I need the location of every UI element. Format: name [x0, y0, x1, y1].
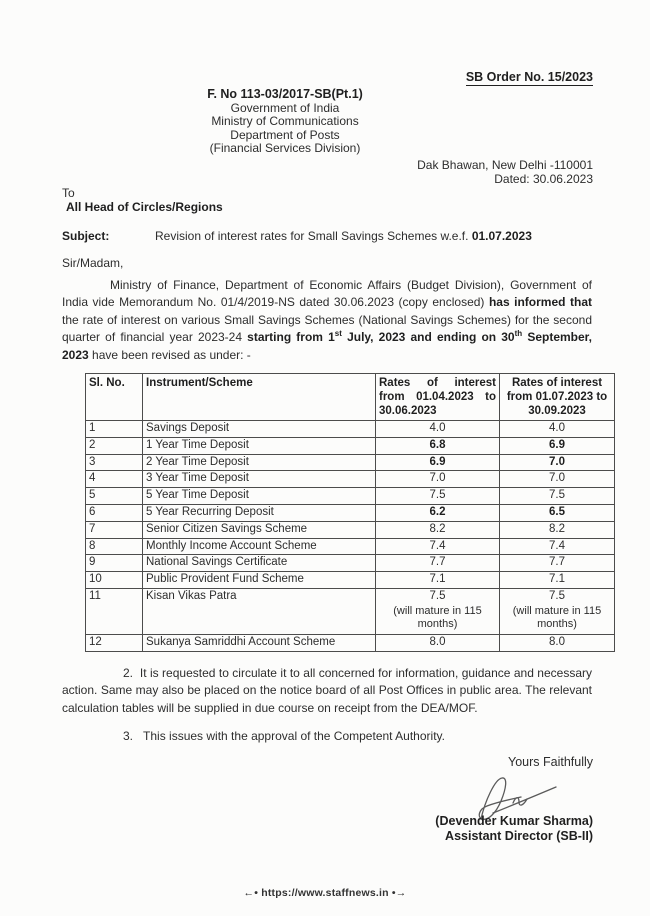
- cell-scheme: Monthly Income Account Scheme: [143, 538, 376, 555]
- cell-scheme: 1 Year Time Deposit: [143, 437, 376, 454]
- table-row: [86, 437, 615, 454]
- letterhead: [55, 0, 515, 156]
- cell-scheme: 5 Year Time Deposit: [143, 488, 376, 505]
- interest-rates-table: [85, 373, 615, 652]
- signatory-name: (Devender Kumar Sharma): [435, 813, 593, 828]
- cell-sl: 3: [86, 454, 143, 471]
- cell-scheme: Senior Citizen Savings Scheme: [143, 521, 376, 538]
- table-row: [86, 589, 615, 635]
- body-paragraph-2: 2. It is requested to circulate it to all concerned for information, guidance and necessary action. Same may also be placed on the notice board of all Post Offices in public area. The relevant calculation tables will be supplied in due course on receipt from the DEA/MOF.: [62, 665, 592, 715]
- cell-rate-q2: 7.1: [500, 572, 615, 589]
- table-row: [86, 521, 615, 538]
- para3-number: 3.: [123, 729, 134, 744]
- cell-sl: 11: [86, 589, 143, 635]
- cell-rate-q2: 7.0: [500, 454, 615, 471]
- maturity-note: (will mature in 115 months): [512, 604, 602, 631]
- table-row: [86, 454, 615, 471]
- table-row: [86, 538, 615, 555]
- body-paragraph-3: 3. This issues with the approval of the Competent Authority.: [123, 729, 445, 744]
- cell-rate-q1: 7.5: [376, 488, 500, 505]
- cell-sl: 9: [86, 555, 143, 572]
- cell-sl: 1: [86, 421, 143, 438]
- cell-rate-q2: 7.5: [500, 488, 615, 505]
- footer-left-arrow-icon: ←•: [243, 887, 259, 899]
- org-line-ministry: Ministry of Communications: [211, 114, 359, 129]
- cell-rate-q2: 4.0: [500, 421, 615, 438]
- table-row: [86, 488, 615, 505]
- footer-watermark: [0, 887, 650, 899]
- bold-run-period: starting from 1st July, 2023 and ending on 30th September, 2023: [62, 329, 593, 362]
- bold-run-informed: has informed that: [488, 295, 592, 310]
- table-row: [86, 572, 615, 589]
- sb-order-number: SB Order No. 15/2023: [465, 70, 593, 84]
- cell-rate-q1: 7.1: [376, 572, 500, 589]
- cell-rate-q2: 7.4: [500, 538, 615, 555]
- cell-sl: 6: [86, 505, 143, 522]
- cell-rate-q1: 7.0: [376, 471, 500, 488]
- cell-scheme: 5 Year Recurring Deposit: [143, 505, 376, 522]
- addressee: All Head of Circles/Regions: [66, 199, 223, 214]
- cell-scheme: Public Provident Fund Scheme: [143, 572, 376, 589]
- cell-rate-q1: 7.5 (will mature in 115 months): [376, 589, 500, 635]
- cell-rate-q1: 6.8: [376, 437, 500, 454]
- to-label: To: [62, 186, 75, 201]
- maturity-note: (will mature in 115 months): [393, 604, 482, 631]
- cell-scheme: Sukanya Samriddhi Account Scheme: [143, 634, 376, 651]
- closing-salutation: Yours Faithfully: [508, 755, 593, 770]
- table-row: [86, 421, 615, 438]
- addressee-block: [62, 187, 650, 214]
- salutation: Sir/Madam,: [62, 255, 124, 270]
- table-header-row: [86, 374, 615, 421]
- table-row: [86, 505, 615, 522]
- subject-label: Subject:: [62, 228, 110, 243]
- cell-rate-q1: 4.0: [376, 421, 500, 438]
- cell-rate-q1: 6.9: [376, 454, 500, 471]
- cell-scheme: 2 Year Time Deposit: [143, 454, 376, 471]
- cell-rate-q2: 8.2: [500, 521, 615, 538]
- para2-number: 2.: [123, 665, 134, 680]
- table-row: [86, 471, 615, 488]
- cell-sl: 7: [86, 521, 143, 538]
- superscript-th: th: [514, 329, 523, 339]
- cell-rate-q2: 8.0: [500, 634, 615, 651]
- cell-sl: 12: [86, 634, 143, 651]
- cell-rate-q1: 6.2: [376, 505, 500, 522]
- cell-rate-q2: 6.5: [500, 505, 615, 522]
- superscript-st: st: [334, 329, 342, 339]
- table-row: [86, 555, 615, 572]
- cell-rate-q1: 8.2: [376, 521, 500, 538]
- cell-rate-q2: 7.5 (will mature in 115 months): [500, 589, 615, 635]
- col-header-sl-no: Sl. No.: [86, 374, 143, 421]
- org-line-government: Government of India: [230, 100, 340, 115]
- cell-rate-q1: 8.0: [376, 634, 500, 651]
- org-line-division: (Financial Services Division): [209, 141, 361, 156]
- cell-scheme: Savings Deposit: [143, 421, 376, 438]
- footer-url: https://www.staffnews.in: [261, 887, 389, 899]
- cell-rate-q2: 7.7: [500, 555, 615, 572]
- issuing-address-block: [0, 158, 593, 186]
- cell-rate-q1: 7.7: [376, 555, 500, 572]
- date-line: Dated: 30.06.2023: [494, 172, 593, 187]
- cell-sl: 8: [86, 538, 143, 555]
- col-header-scheme: Instrument/Scheme: [143, 374, 376, 421]
- col-header-rates-q1: Rates of interest from 01.04.2023 to 30.06.2023: [376, 374, 500, 421]
- body-paragraph-1: Ministry of Finance, Department of Economic Affairs (Budget Division), Government of India vide Memorandum No. 01/4/2019-NS dated 30.06.2023 (copy enclosed) has informed that the rate of interest on various Small Savings Schemes (National Savings Schemes) for the second quarter of financial year 2023-24 starting from 1st July, 2023 and ending on 30th September, 2023 have been revised as under: -: [62, 277, 593, 362]
- place-line: Dak Bhawan, New Delhi -110001: [417, 157, 593, 172]
- closing-block: [363, 755, 593, 845]
- col-header-rates-q2: Rates of interest from 01.07.2023 to 30.09.2023: [500, 374, 615, 421]
- table-row: [86, 634, 615, 651]
- cell-sl: 2: [86, 437, 143, 454]
- subject-line: [62, 229, 592, 243]
- signatory-title: Assistant Director (SB-II): [445, 829, 593, 844]
- cell-scheme: 3 Year Time Deposit: [143, 471, 376, 488]
- subject-effective-date: 01.07.2023: [471, 228, 532, 243]
- cell-rate-q1: 7.4: [376, 538, 500, 555]
- cell-rate-q2: 7.0: [500, 471, 615, 488]
- footer-right-arrow-icon: •→: [391, 887, 407, 899]
- file-number: F. No 113-03/2017-SB(Pt.1): [207, 87, 363, 101]
- cell-sl: 5: [86, 488, 143, 505]
- cell-rate-q2: 6.9: [500, 437, 615, 454]
- cell-sl: 4: [86, 471, 143, 488]
- subject-text: Revision of interest rates for Small Savings Schemes w.e.f. 01.07.2023: [155, 228, 532, 243]
- cell-sl: 10: [86, 572, 143, 589]
- org-line-department: Department of Posts: [230, 127, 340, 142]
- cell-scheme: National Savings Certificate: [143, 555, 376, 572]
- cell-scheme: Kisan Vikas Patra: [143, 589, 376, 635]
